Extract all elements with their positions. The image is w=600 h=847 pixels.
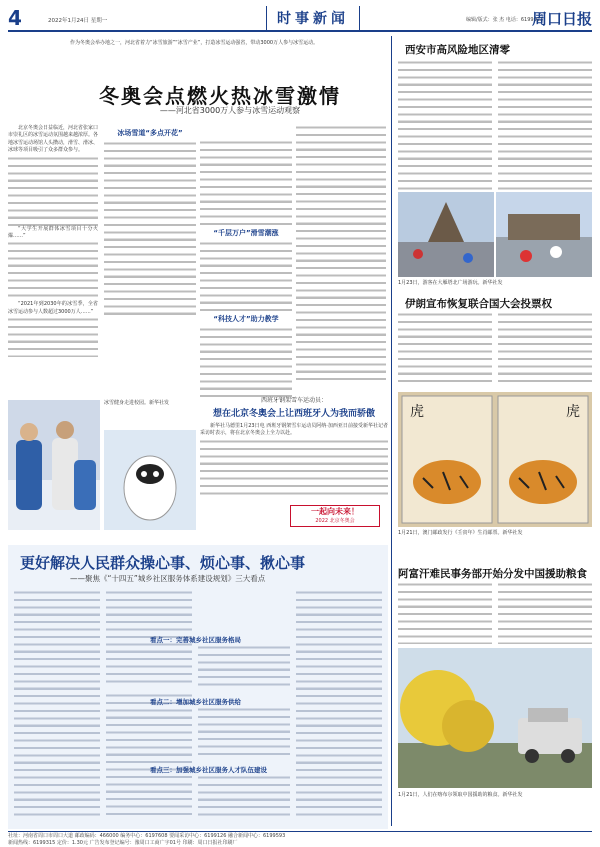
column-divider <box>391 36 392 826</box>
xian-photo-1 <box>398 192 494 277</box>
svg-text:虎: 虎 <box>566 404 580 420</box>
mid-story-kicker: 西班牙钢架雪车运动员： <box>260 397 327 404</box>
footer-line-1: 社址：河南省周口市周口大道 邮政编码：466000 编务中心：6197608 要闻采访中心：6199126 融合新闻中心：6199593 <box>8 833 286 839</box>
xian-headline: 西安市高风险地区清零 <box>405 44 510 56</box>
tiger-stamps-photo <box>398 392 592 527</box>
band-column-3c <box>198 775 290 820</box>
winter-sports-caption: 冰雪健身走进校园。新华社发 <box>104 400 170 406</box>
iran-body <box>398 312 592 387</box>
lead-subheading-2: “千层万户”滑雪潮涨 <box>213 229 279 237</box>
band-point-3: 看点三：加强城乡社区服务人才队伍建设 <box>150 766 267 774</box>
mid-story: 西班牙钢架雪车运动员： 想在北京冬奥会上让西班牙人为我而骄傲 新华社马德里1月23日电 西班牙钢架雪车运动员阿纳·加西亚日前接受新华社记者采访时表示，将在北京冬奥会上全力以赴。 <box>200 395 388 540</box>
masthead <box>8 6 592 32</box>
newspaper-logo: 周口日报 <box>531 10 592 28</box>
editor-credit: 编辑/版式：张 杰 电话：6199923 <box>466 17 544 23</box>
lead-subheading-3: “科技人才”助力教学 <box>213 315 279 323</box>
issue-date: 2022年1月24日 星期一 <box>48 18 108 24</box>
band-column-1 <box>14 590 100 820</box>
stamps-caption: 1月21日，澳门邮政发行《壬寅年》生肖邮票。新华社发 <box>398 530 523 536</box>
page-footer <box>8 831 592 847</box>
winter-sports-photo <box>8 400 100 530</box>
lead-column-1: 北京冬奥会日益临近，河北省张家口市崇礼区的冰雪运动氛围越来越浓厚。各地冰雪运动场馆人头攒动，滑雪、滑冰、冰球等项目吸引了众多群众参与。 “大学生开展群体冰雪项目十分火爆……” “2021年到2030年的冰雪季，全省冰雪运动参与人数超过3000万人……” <box>8 125 98 395</box>
page-number: 4 <box>8 6 22 30</box>
iran-headline: 伊朗宣布恢复联合国大会投票权 <box>405 298 552 310</box>
lead-column-2 <box>104 125 196 315</box>
xian-caption: 1月23日，游客在大雁塔北广场游玩。新华社发 <box>398 280 503 286</box>
band-point-2: 看点二：增加城乡社区服务供给 <box>150 698 241 706</box>
footer-line-2: 新闻热线：6199315 定价：1.30元 广告发布登记编号：豫周口工商广字01号 印刷：周口日报社印刷厂 <box>8 840 238 846</box>
band-headline: 更好解决人民群众操心事、烦心事、揪心事 <box>20 554 306 572</box>
lead-column-4 <box>296 125 386 380</box>
lead-subhead: ——河北省3000万人参与冰雪运动观察 <box>159 106 301 115</box>
lead-column-3 <box>200 140 292 390</box>
afghan-caption: 1月21日，人们在喀布尔领取中国援助的粮食。新华社发 <box>398 792 523 798</box>
band-column-4 <box>296 590 382 820</box>
section-title: 时事新闻 <box>266 6 360 30</box>
lead-headline: 冬奥会点燃火热冰雪激情 <box>99 84 341 108</box>
xian-photo-2 <box>496 192 592 277</box>
olympics-badge: 一起向未来！ 2022 北京冬奥会 <box>290 505 380 527</box>
afghan-headline: 阿富汗难民事务部开始分发中国援助粮食 <box>398 568 587 580</box>
afghan-photo <box>398 648 592 788</box>
band-column-3 <box>198 645 290 690</box>
band-column-3b <box>198 707 290 757</box>
xian-body <box>398 60 592 190</box>
band-subhead: ——聚焦《“十四五”城乡社区服务体系建设规划》三大看点 <box>70 574 266 583</box>
afghan-body <box>398 582 592 644</box>
band-point-1: 看点一：完善城乡社区服务格局 <box>150 636 241 644</box>
mid-story-headline: 想在北京冬奥会上让西班牙人为我而骄傲 <box>212 409 375 419</box>
svg-text:虎: 虎 <box>410 404 424 420</box>
top-brief: 作为冬奥会举办地之一，河北省着力“冰雪旅游”“冰雪产业”，打造冰雪运动强省，带动3000万人参与冰雪运动。 <box>70 40 319 46</box>
lead-subheading-1: 冰场雪道“多点开花” <box>117 129 183 137</box>
mascot-photo <box>104 430 196 530</box>
